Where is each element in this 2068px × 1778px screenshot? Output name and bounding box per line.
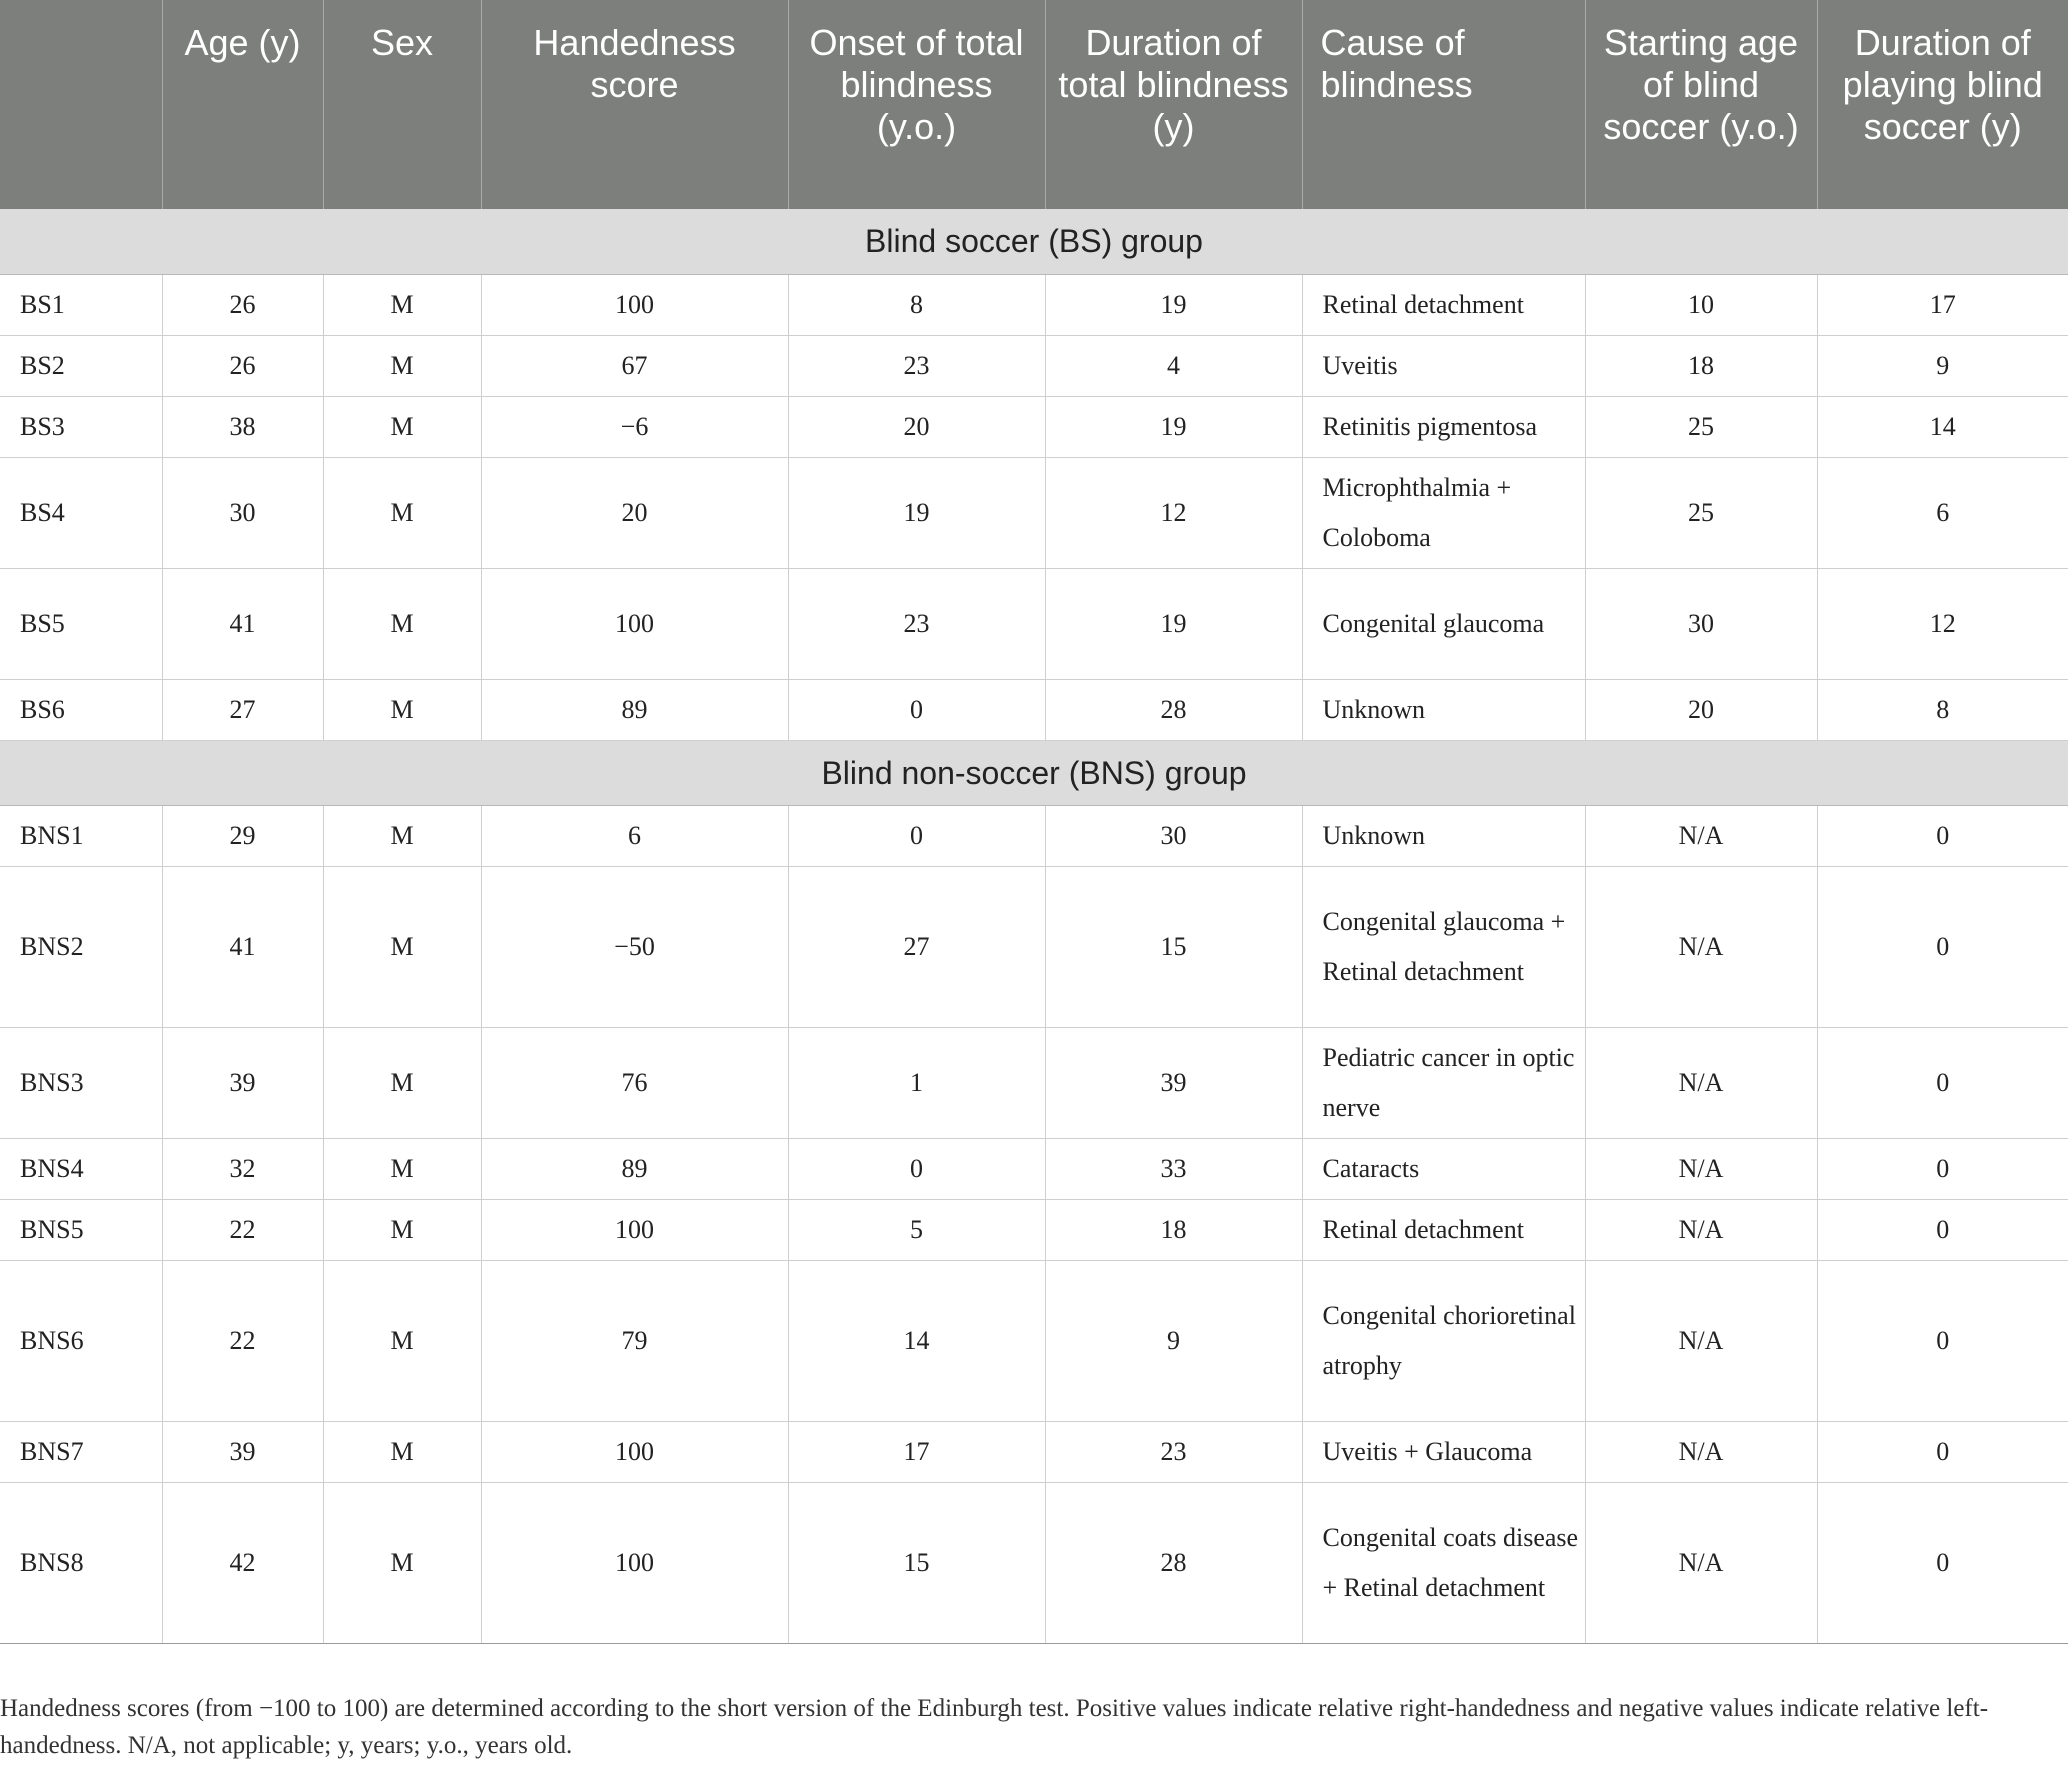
cell-cause: Retinal detachment: [1302, 274, 1585, 335]
cell-handedness: 20: [481, 457, 788, 568]
cell-playing-duration: 0: [1817, 1260, 2068, 1421]
header-age: Age (y): [162, 0, 323, 209]
cell-cause: Uveitis: [1302, 335, 1585, 396]
cell-duration: 19: [1045, 396, 1302, 457]
cell-participant-id: BNS2: [0, 866, 162, 1027]
cell-onset: 14: [788, 1260, 1045, 1421]
group-label: Blind soccer (BS) group: [0, 209, 2068, 274]
cell-start-age: 18: [1585, 335, 1817, 396]
cell-participant-id: BS2: [0, 335, 162, 396]
cell-playing-duration: 12: [1817, 568, 2068, 679]
cell-participant-id: BNS5: [0, 1199, 162, 1260]
cell-participant-id: BS5: [0, 568, 162, 679]
cell-playing-duration: 17: [1817, 274, 2068, 335]
cell-age: 39: [162, 1027, 323, 1138]
cell-onset: 5: [788, 1199, 1045, 1260]
cell-playing-duration: 0: [1817, 1138, 2068, 1199]
header-handedness: Handedness score: [481, 0, 788, 209]
cell-duration: 28: [1045, 1482, 1302, 1643]
cell-cause: Congenital glaucoma + Retinal detachment: [1302, 866, 1585, 1027]
table-row: [0, 1260, 2068, 1421]
table-header: [0, 0, 2068, 209]
cell-start-age: 10: [1585, 274, 1817, 335]
cell-playing-duration: 0: [1817, 1027, 2068, 1138]
cell-playing-duration: 14: [1817, 396, 2068, 457]
cell-sex: M: [323, 1260, 481, 1421]
cell-age: 22: [162, 1199, 323, 1260]
cell-cause: Congenital coats disease + Retinal detachment: [1302, 1482, 1585, 1643]
cell-start-age: 25: [1585, 457, 1817, 568]
table-row: [0, 335, 2068, 396]
cell-sex: M: [323, 866, 481, 1027]
cell-start-age: N/A: [1585, 1199, 1817, 1260]
cell-duration: 39: [1045, 1027, 1302, 1138]
cell-duration: 30: [1045, 805, 1302, 866]
cell-handedness: 67: [481, 335, 788, 396]
cell-age: 41: [162, 568, 323, 679]
cell-cause: Unknown: [1302, 805, 1585, 866]
cell-start-age: N/A: [1585, 1260, 1817, 1421]
cell-sex: M: [323, 1482, 481, 1643]
cell-cause: Retinal detachment: [1302, 1199, 1585, 1260]
cell-onset: 19: [788, 457, 1045, 568]
cell-participant-id: BNS7: [0, 1421, 162, 1482]
cell-start-age: N/A: [1585, 866, 1817, 1027]
cell-sex: M: [323, 335, 481, 396]
cell-duration: 18: [1045, 1199, 1302, 1260]
cell-age: 42: [162, 1482, 323, 1643]
cell-age: 39: [162, 1421, 323, 1482]
cell-cause: Retinitis pigmentosa: [1302, 396, 1585, 457]
cell-playing-duration: 0: [1817, 1421, 2068, 1482]
cell-handedness: 100: [481, 1482, 788, 1643]
cell-participant-id: BS4: [0, 457, 162, 568]
cell-age: 29: [162, 805, 323, 866]
cell-age: 26: [162, 274, 323, 335]
header-id: [0, 0, 162, 209]
cell-age: 38: [162, 396, 323, 457]
header-onset: Onset of total blindness (y.o.): [788, 0, 1045, 209]
cell-onset: 20: [788, 396, 1045, 457]
cell-cause: Uveitis + Glaucoma: [1302, 1421, 1585, 1482]
cell-sex: M: [323, 457, 481, 568]
header-sex: Sex: [323, 0, 481, 209]
header-row: [0, 0, 2068, 209]
cell-sex: M: [323, 1421, 481, 1482]
cell-start-age: 30: [1585, 568, 1817, 679]
cell-handedness: 89: [481, 679, 788, 740]
cell-start-age: N/A: [1585, 1421, 1817, 1482]
table-row: [0, 396, 2068, 457]
table-row: [0, 1027, 2068, 1138]
cell-onset: 0: [788, 1138, 1045, 1199]
cell-sex: M: [323, 679, 481, 740]
cell-participant-id: BNS8: [0, 1482, 162, 1643]
cell-age: 32: [162, 1138, 323, 1199]
table-row: [0, 274, 2068, 335]
cell-participant-id: BS3: [0, 396, 162, 457]
cell-duration: 9: [1045, 1260, 1302, 1421]
cell-sex: M: [323, 396, 481, 457]
cell-cause: Congenital chorioretinal atrophy: [1302, 1260, 1585, 1421]
group-header-row: [0, 740, 2068, 805]
cell-onset: 17: [788, 1421, 1045, 1482]
cell-onset: 0: [788, 679, 1045, 740]
cell-cause: Unknown: [1302, 679, 1585, 740]
header-start-age: Starting age of blind soccer (y.o.): [1585, 0, 1817, 209]
cell-duration: 19: [1045, 568, 1302, 679]
cell-start-age: N/A: [1585, 1027, 1817, 1138]
table-row: [0, 1421, 2068, 1482]
cell-sex: M: [323, 805, 481, 866]
cell-age: 30: [162, 457, 323, 568]
cell-duration: 12: [1045, 457, 1302, 568]
cell-handedness: 79: [481, 1260, 788, 1421]
cell-playing-duration: 0: [1817, 805, 2068, 866]
header-cause: Cause of blindness: [1302, 0, 1585, 209]
cell-handedness: −6: [481, 396, 788, 457]
table-row: [0, 568, 2068, 679]
cell-onset: 23: [788, 335, 1045, 396]
table-row: [0, 1138, 2068, 1199]
table-row: [0, 1482, 2068, 1643]
cell-duration: 28: [1045, 679, 1302, 740]
cell-duration: 4: [1045, 335, 1302, 396]
cell-start-age: 25: [1585, 396, 1817, 457]
cell-participant-id: BS6: [0, 679, 162, 740]
cell-cause: Cataracts: [1302, 1138, 1585, 1199]
group-label: Blind non-soccer (BNS) group: [0, 740, 2068, 805]
table-row: [0, 457, 2068, 568]
cell-playing-duration: 9: [1817, 335, 2068, 396]
cell-handedness: 100: [481, 568, 788, 679]
cell-participant-id: BNS1: [0, 805, 162, 866]
cell-onset: 0: [788, 805, 1045, 866]
cell-onset: 23: [788, 568, 1045, 679]
cell-start-age: N/A: [1585, 805, 1817, 866]
cell-cause: Congenital glaucoma: [1302, 568, 1585, 679]
cell-onset: 27: [788, 866, 1045, 1027]
table-row: [0, 866, 2068, 1027]
table-row: [0, 679, 2068, 740]
cell-onset: 1: [788, 1027, 1045, 1138]
cell-sex: M: [323, 1138, 481, 1199]
cell-handedness: 89: [481, 1138, 788, 1199]
cell-start-age: 20: [1585, 679, 1817, 740]
cell-playing-duration: 8: [1817, 679, 2068, 740]
table-row: [0, 805, 2068, 866]
cell-sex: M: [323, 274, 481, 335]
group-header-row: [0, 209, 2068, 274]
cell-start-age: N/A: [1585, 1138, 1817, 1199]
cell-playing-duration: 6: [1817, 457, 2068, 568]
header-duration: Duration of total blindness (y): [1045, 0, 1302, 209]
table-row: [0, 1199, 2068, 1260]
cell-participant-id: BS1: [0, 274, 162, 335]
cell-age: 27: [162, 679, 323, 740]
cell-age: 22: [162, 1260, 323, 1421]
cell-sex: M: [323, 1199, 481, 1260]
cell-playing-duration: 0: [1817, 1482, 2068, 1643]
cell-playing-duration: 0: [1817, 1199, 2068, 1260]
cell-sex: M: [323, 568, 481, 679]
cell-duration: 15: [1045, 866, 1302, 1027]
cell-handedness: 100: [481, 1199, 788, 1260]
cell-onset: 8: [788, 274, 1045, 335]
cell-playing-duration: 0: [1817, 866, 2068, 1027]
cell-handedness: 6: [481, 805, 788, 866]
cell-age: 41: [162, 866, 323, 1027]
cell-duration: 33: [1045, 1138, 1302, 1199]
cell-handedness: 76: [481, 1027, 788, 1138]
table-footnote: Handedness scores (from −100 to 100) are determined according to the short version of the Edinburgh test. Positive values indicate relative right-handedness and negative values indicate relative left-handedness. N/A, not applicable; y, years; y.o., years old.: [0, 1695, 1989, 1759]
cell-handedness: 100: [481, 1421, 788, 1482]
cell-handedness: −50: [481, 866, 788, 1027]
cell-start-age: N/A: [1585, 1482, 1817, 1643]
cell-sex: M: [323, 1027, 481, 1138]
table-body: [0, 209, 2068, 1643]
cell-cause: Microphthalmia + Coloboma: [1302, 457, 1585, 568]
cell-cause: Pediatric cancer in optic nerve: [1302, 1027, 1585, 1138]
cell-participant-id: BNS3: [0, 1027, 162, 1138]
cell-onset: 15: [788, 1482, 1045, 1643]
cell-participant-id: BNS6: [0, 1260, 162, 1421]
cell-duration: 23: [1045, 1421, 1302, 1482]
header-playing-duration: Duration of playing blind soccer (y): [1817, 0, 2068, 209]
cell-handedness: 100: [481, 274, 788, 335]
cell-participant-id: BNS4: [0, 1138, 162, 1199]
cell-age: 26: [162, 335, 323, 396]
cell-duration: 19: [1045, 274, 1302, 335]
